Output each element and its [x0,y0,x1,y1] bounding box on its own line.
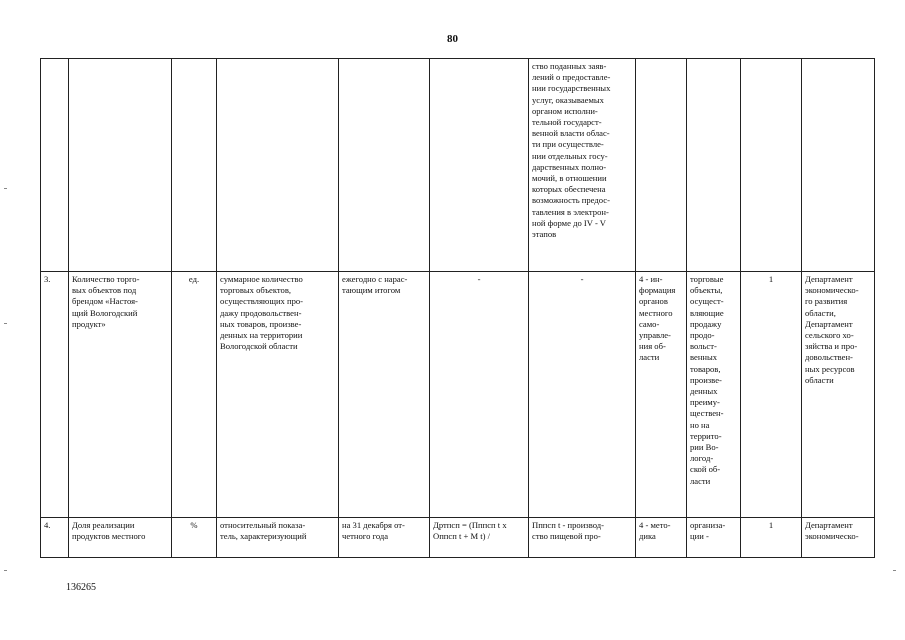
cell-coverage: 1 [741,518,802,558]
cell-number [41,59,69,272]
cell-indicator-name: Количество торго- вых объектов под брендом «Настоя- щий Вологодский продукт» [69,272,172,518]
document-code: 136265 [66,582,96,593]
page-number: 80 [447,33,458,45]
cell-coverage: 1 [741,272,802,518]
cell-responsible [802,59,875,272]
table-row [41,59,875,272]
scan-mark [4,570,7,571]
table-row [41,518,875,558]
cell-observation-object: организа- ции - [687,518,741,558]
cell-unit [172,59,217,272]
cell-data-source: 4 - ин- формация органов местного само- управле- ния об- ласти [636,272,687,518]
cell-data-source [636,59,687,272]
cell-responsible: Департамент экономическо- го развития области, Департамент сельского хо- зяйства и про- довольствен- ных ресурсов области [802,272,875,518]
cell-coverage [741,59,802,272]
scan-mark [4,323,7,324]
cell-observation-object [687,59,741,272]
cell-formula-terms: Пппсп t - производ- ство пищевой про- [529,518,636,558]
cell-responsible: Департамент экономическо- [802,518,875,558]
scan-mark [893,570,896,571]
cell-indicator-name [69,59,172,272]
scan-mark [4,188,7,189]
cell-formula: - [430,272,529,518]
cell-data-source: 4 - мето- дика [636,518,687,558]
cell-formula-terms: - [529,272,636,518]
cell-unit: % [172,518,217,558]
cell-indicator-name: Доля реализации продуктов местного [69,518,172,558]
cell-unit: ед. [172,272,217,518]
cell-formula: Дртпсп = (Пппсп t x Оппсп t + M t) / [430,518,529,558]
cell-periodicity: на 31 декабря от- четного года [339,518,430,558]
table-row [41,272,875,518]
cell-formula [430,59,529,272]
cell-definition: суммарное количество торговых объектов, осуществляющих про- дажу продовольствен- ных товаров, произве- денных на территории Вологодской области [217,272,339,518]
cell-observation-object: торговые объекты, осущест- вляющие продажу продо- вольст- венных товаров, произве- денных преиму- ществен- но на террито- рии Во- логод- ской об- ласти [687,272,741,518]
indicator-table [40,58,875,558]
cell-number: 3. [41,272,69,518]
cell-number: 4. [41,518,69,558]
cell-formula-terms: ство поданных заяв- лений о предоставле- нии государственных услуг, оказываемых органом исполни- тельной государст- венной власти облас- ти при осуществле- нии отдельных госу- дарственных полно- мочий, в отношении которых обеспечена возможность предос- тавления в электрон- ной форме до IV - V этапов [529,59,636,272]
cell-definition: относительный показа- тель, характеризующий [217,518,339,558]
cell-periodicity [339,59,430,272]
cell-periodicity: ежегодно с нарас- тающим итогом [339,272,430,518]
cell-definition [217,59,339,272]
